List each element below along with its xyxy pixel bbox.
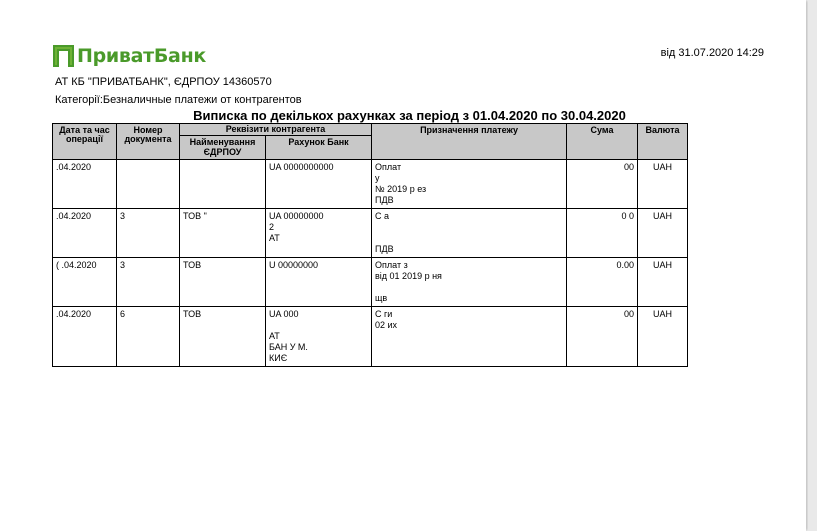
cell-currency-line: UAH (653, 162, 673, 173)
cell-doc-number-line: 3 (120, 260, 126, 271)
cell-account (266, 209, 372, 258)
cell-date (53, 307, 117, 367)
cell-amount (567, 209, 638, 258)
cell-purpose-line: ПДВ (375, 244, 394, 255)
cell-name-line (183, 320, 262, 331)
table-row (53, 160, 688, 209)
cell-currency (638, 209, 688, 258)
cell-date-line: .04.2020 (56, 309, 92, 320)
cell-purpose-line: 02 их (375, 320, 398, 331)
cell-currency (638, 160, 688, 209)
cell-purpose-line: ПДВ (375, 195, 394, 206)
table-row (53, 258, 688, 307)
cell-purpose-line: Оплат (375, 162, 402, 173)
cell-doc-number (117, 160, 180, 209)
cell-account-line: КИЄ (269, 353, 288, 364)
cell-name (180, 307, 266, 367)
cell-account-line: UA 00000000 (269, 211, 324, 222)
statement-date: від 31.07.2020 14:29 (660, 47, 764, 59)
cell-name-line: ТОВ (183, 309, 202, 320)
cell-doc-number (117, 258, 180, 307)
cell-purpose-line: С а (375, 211, 390, 222)
cell-currency-line: UAH (653, 309, 673, 320)
cell-date (53, 209, 117, 258)
cell-purpose (372, 160, 567, 209)
col-header-currency: Валюта (638, 124, 688, 160)
cell-doc-number (117, 209, 180, 258)
cell-name-line (183, 271, 262, 282)
cell-account (266, 160, 372, 209)
cell-name-line (183, 282, 262, 293)
cell-purpose (372, 307, 567, 367)
cell-purpose-line (375, 233, 563, 244)
cell-doc-number-line: 6 (120, 309, 126, 320)
cell-account-line (269, 173, 368, 184)
col-header-name: Найменування ЄДРПОУ (180, 136, 266, 160)
cell-account-line: U 00000000 (269, 260, 319, 271)
cell-name-line (183, 222, 262, 233)
col-header-purpose: Призначення платежу (372, 124, 567, 160)
cell-account-line (269, 271, 368, 282)
cell-purpose-line (375, 282, 563, 293)
cell-date-line: .04.2020 (56, 211, 92, 222)
category-line: Категорії:Безналичные платежи от контрагентов (55, 94, 302, 106)
cell-purpose (372, 209, 567, 258)
cell-doc-number-line (120, 162, 176, 173)
cell-amount-line: 0.00 (616, 260, 635, 271)
cell-purpose-line: щв (375, 293, 388, 304)
cell-account-line: 2 (269, 222, 275, 233)
statement-table (52, 123, 688, 367)
privatbank-logo (53, 44, 206, 68)
cell-amount-line: 00 (624, 309, 635, 320)
cell-purpose (372, 258, 567, 307)
cell-name-line (183, 184, 262, 195)
logo-text: ПриватБанк (77, 45, 206, 67)
cell-name-line: ТОВ (183, 260, 202, 271)
table-row (53, 307, 688, 367)
table-row (53, 209, 688, 258)
cell-name (180, 258, 266, 307)
cell-amount (567, 160, 638, 209)
cell-doc-number (117, 307, 180, 367)
cell-purpose-line: С ги (375, 309, 393, 320)
cell-name-line (183, 173, 262, 184)
cell-name-line (183, 331, 262, 342)
cell-account (266, 307, 372, 367)
viewer-background (808, 0, 817, 531)
cell-purpose-line (375, 342, 563, 353)
cell-name (180, 160, 266, 209)
col-header-date: Дата та час операції (53, 124, 117, 160)
cell-date-line: ( .04.2020 (56, 260, 97, 271)
cell-name-line (183, 233, 262, 244)
cell-currency (638, 307, 688, 367)
col-header-account: Рахунок Банк (266, 136, 372, 160)
cell-amount (567, 258, 638, 307)
cell-account-line: UA 000 (269, 309, 299, 320)
bank-details: АТ КБ "ПРИВАТБАНК", ЄДРПОУ 14360570 (55, 76, 272, 88)
cell-name-line: ТОВ " (183, 211, 207, 222)
cell-name-line (183, 162, 262, 173)
report-title: Виписка по декількох рахунках за період з 01.04.2020 по 30.04.2020 (193, 108, 626, 123)
cell-name (180, 209, 266, 258)
cell-account-line: БАН У М. (269, 342, 308, 353)
cell-purpose-line: Оплат з (375, 260, 408, 271)
cell-account-line (269, 282, 368, 293)
cell-amount (567, 307, 638, 367)
cell-account-line: UA 0000000000 (269, 162, 334, 173)
cell-purpose-line (375, 222, 563, 233)
privatbank-logo-icon (53, 45, 74, 67)
cell-purpose-line (375, 331, 563, 342)
cell-purpose-line: у (375, 173, 380, 184)
cell-account-line: АТ (269, 233, 280, 244)
cell-currency (638, 258, 688, 307)
cell-currency-line: UAH (653, 260, 673, 271)
col-header-counterparty: Реквізити контрагента (180, 124, 372, 136)
cell-date (53, 160, 117, 209)
cell-purpose-line: № 2019 р ез (375, 184, 427, 195)
cell-amount-line: 00 (624, 162, 635, 173)
col-header-doc-number: Номер документа (117, 124, 180, 160)
cell-account-line (269, 320, 368, 331)
cell-amount-line: 0 0 (621, 211, 635, 222)
cell-account-line (269, 184, 368, 195)
cell-date-line: .04.2020 (56, 162, 92, 173)
cell-date (53, 258, 117, 307)
cell-account-line: АТ (269, 331, 280, 342)
cell-doc-number-line: 3 (120, 211, 126, 222)
cell-purpose-line: від 01 2019 р ня (375, 271, 442, 282)
cell-currency-line: UAH (653, 211, 673, 222)
cell-account (266, 258, 372, 307)
col-header-amount: Сума (567, 124, 638, 160)
